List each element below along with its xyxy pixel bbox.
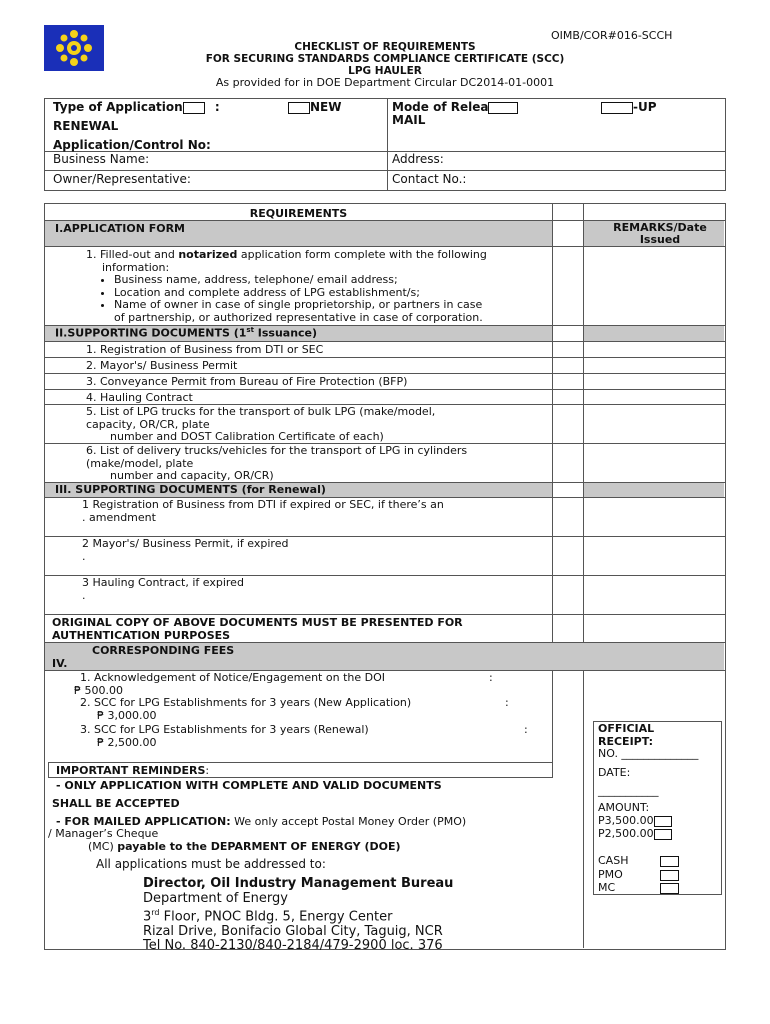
section-2-title: II.SUPPORTING DOCUMENTS (1st Issuance): [55, 326, 318, 340]
renewal-item-1: 1 Registration of Business from DTI if expired or SEC, if there’s an . amendment: [82, 498, 444, 524]
section-4-number: IV.: [52, 657, 68, 670]
requirement-item: 2. Mayor's/ Business Permit: [86, 359, 238, 372]
mc-checkbox[interactable]: [660, 883, 679, 894]
receipt-amount-label: AMOUNT:: [598, 801, 650, 814]
fee-item: 1. Acknowledgement of Notice/Engagement on the DOI : ₱ 500.00: [74, 671, 493, 697]
reminder-mailed: - FOR MAILED APPLICATION: We only accept Postal Money Order (PMO): [56, 815, 467, 828]
application-form-item: 1. Filled-out and notarized application form complete with the following information: • Business name, address, telephone/ email address; • Location and complete address of LPG establishment/s; • Name of owner in case of single proprietorship, or partners in case of partnership, or authorized representative in case of corporation.: [86, 249, 551, 324]
amount-3500-checkbox[interactable]: [654, 816, 672, 827]
doc-subtitle: FOR SECURING STANDARDS COMPLIANCE CERTIFICATE (SCC): [205, 53, 565, 65]
new-checkbox[interactable]: [288, 102, 310, 114]
payment-mc-label: MC: [598, 881, 616, 894]
info-bullet: • Name of owner in case of single proprietorship, or partners in case: [114, 299, 551, 312]
mailing-address: Director, Oil Industry Management Bureau Department of Energy 3rd Floor, PNOC Bldg. 5, Energy Center Rizal Drive, Bonifacio Global City, Taguig, NCR Tel No. 840-2130/840-2184/479-2900 loc. 376: [143, 876, 454, 954]
doc-code: OIMB/COR#016-SCCH: [551, 29, 673, 42]
pickup-option[interactable]: -UP: [601, 100, 657, 114]
new-option[interactable]: NEW: [288, 100, 341, 114]
reminder-payable: (MC) payable to the DEPARMENT OF ENERGY (DOE): [88, 840, 401, 853]
renewal-option[interactable]: RENEWAL: [53, 119, 119, 133]
original-copy-notice: ORIGINAL COPY OF ABOVE DOCUMENTS MUST BE PRESENTED FOR AUTHENTICATION PURPOSES: [52, 616, 463, 642]
type-checkbox[interactable]: [183, 102, 205, 114]
info-bullet: • Business name, address, telephone/ email address;: [114, 274, 551, 287]
reminder-complete-docs: - ONLY APPLICATION WITH COMPLETE AND VALID DOCUMENTS: [56, 779, 442, 792]
cash-checkbox[interactable]: [660, 856, 679, 867]
requirement-item: 1. Registration of Business from DTI or SEC: [86, 343, 324, 356]
amount-option-3500[interactable]: P3,500.00: [598, 814, 672, 827]
owner-label: Owner/Representative:: [53, 172, 191, 186]
mode-of-release-label: Mode of Relea: [392, 100, 518, 114]
fee-item: 3. SCC for LPG Establishments for 3 years (Renewal) : ₱ 2,500.00: [80, 723, 528, 749]
mail-option[interactable]: MAIL: [392, 113, 426, 127]
business-name-label: Business Name:: [53, 152, 150, 166]
control-no-label: Application/Control No:: [53, 138, 211, 152]
payment-pmo-label: PMO: [598, 868, 623, 881]
requirement-item-5: 5. List of LPG trucks for the transport of bulk LPG (make/model, capacity, OR/CR, plate number and DOST Calibration Certificate of each): [86, 405, 436, 443]
mode-checkbox[interactable]: [488, 102, 518, 114]
requirement-item: 3. Conveyance Permit from Bureau of Fire Protection (BFP): [86, 375, 408, 388]
requirement-item: 4. Hauling Contract: [86, 391, 193, 404]
amount-2500-checkbox[interactable]: [654, 829, 672, 840]
fee-item: 2. SCC for LPG Establishments for 3 years (New Application) : ₱ 3,000.00: [80, 696, 509, 722]
section-3-title: III. SUPPORTING DOCUMENTS (for Renewal): [55, 483, 326, 496]
pickup-checkbox[interactable]: [601, 102, 633, 114]
amount-option-2500[interactable]: P2,500.00: [598, 827, 672, 840]
requirements-header: REQUIREMENTS: [249, 207, 348, 220]
remarks-header: REMARKS/Date Issued: [613, 221, 707, 246]
addressed-to: All applications must be addressed to:: [96, 857, 326, 871]
doc-subject: LPG HAULER: [348, 65, 422, 77]
payment-cash-label: CASH: [598, 854, 629, 867]
info-bullet: • Location and complete address of LPG establishment/s;: [114, 287, 551, 300]
receipt-date-label: DATE:: [598, 766, 631, 779]
reminder-mailed-cont: / Manager’s Cheque: [48, 827, 159, 840]
renewal-item-2: 2 Mayor's/ Business Permit, if expired .: [82, 537, 289, 563]
type-of-application-label: Type of Application :: [53, 100, 220, 114]
receipt-no: NO. ______________: [598, 747, 699, 760]
receipt-title: OFFICIAL RECEIPT:: [598, 722, 655, 748]
contact-label: Contact No.:: [392, 172, 467, 186]
requirement-item-6: 6. List of delivery trucks/vehicles for the transport of LPG in cylinders (make/model, plate number and capacity, OR/CR): [86, 444, 468, 482]
reminders-title: IMPORTANT REMINDERS:: [56, 764, 210, 777]
address-label: Address:: [392, 152, 444, 166]
section-4-title: CORRESPONDING FEES: [92, 644, 235, 657]
pmo-checkbox[interactable]: [660, 870, 679, 881]
renewal-item-3: 3 Hauling Contract, if expired .: [82, 576, 244, 602]
doc-title: CHECKLIST OF REQUIREMENTS: [294, 41, 476, 53]
provided-for: As provided for in DOE Department Circular DC2014-01-0001: [215, 76, 555, 89]
section-1-title: I.APPLICATION FORM: [55, 222, 186, 235]
receipt-date-line: ___________: [598, 784, 659, 797]
reminder-accepted: SHALL BE ACCEPTED: [52, 797, 180, 810]
